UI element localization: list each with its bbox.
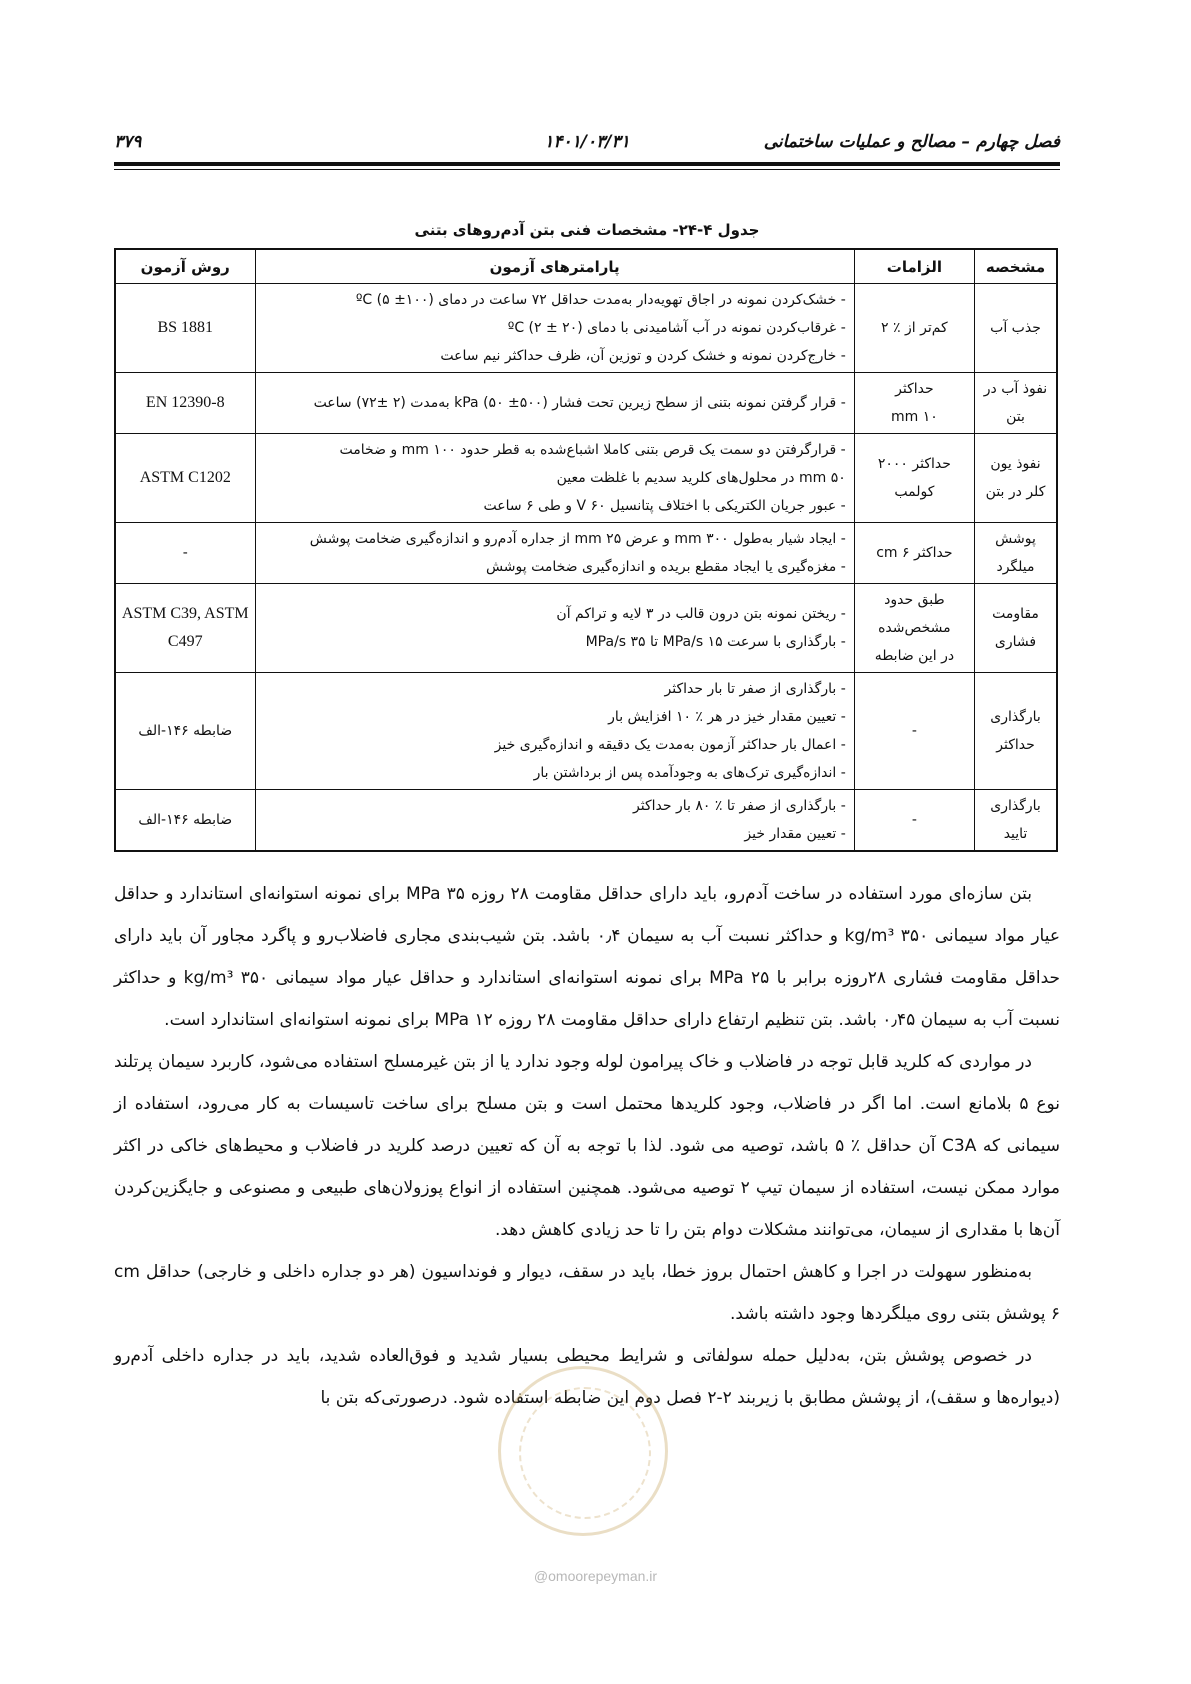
cell-feature-line: تایید — [1003, 826, 1028, 842]
cell-feature — [975, 790, 1057, 852]
cell-method: ضابطه ۱۴۶-الف — [115, 673, 255, 790]
cell-requirement — [854, 584, 974, 673]
cell-feature — [975, 673, 1057, 790]
cell-feature-line: کلر در بتن — [985, 484, 1046, 500]
cell-feature — [975, 373, 1057, 434]
cell-parameters-line: - تعیین مقدار خیز — [744, 826, 846, 842]
cell-requirement-line: - — [911, 812, 917, 828]
table-row — [115, 584, 1057, 673]
cell-feature — [975, 584, 1057, 673]
table-row — [115, 434, 1057, 523]
page-number: ۳۷۹ — [114, 132, 142, 152]
cell-method: ASTM C39, ASTM C497 — [115, 584, 255, 673]
cell-parameters — [255, 373, 854, 434]
cell-method: BS 1881 — [115, 284, 255, 373]
header-parameters: پارامترهای آزمون — [255, 249, 854, 284]
cell-feature-line: جذب آب — [990, 320, 1041, 336]
cell-requirement-line: حداکثر — [895, 381, 934, 397]
cell-parameters-line: - مغزه‌گیری یا ایجاد مقطع بریده و اندازه‌گیری ضخامت پوشش — [485, 559, 846, 575]
cell-requirement — [854, 284, 974, 373]
header-method: روش آزمون — [115, 249, 255, 284]
table-header-row — [115, 249, 1057, 284]
cell-parameters — [255, 790, 854, 852]
cell-feature-line: بارگذاری — [990, 709, 1041, 725]
cell-requirement-line: ۱۰ mm — [890, 409, 938, 425]
paragraph: بتن سازه‌ای مورد استفاده در ساخت آدم‌رو، باید دارای حداقل مقاومت ۲۸ روزه MPa ۳۵ برای نمونه استوانه‌ای استاندارد و حداقل عیار مواد سیمانی kg/m³ ۳۵۰ و حداکثر نسبت آب به سیمان ۰٫۴ باشد. بتن شیب‌بندی مجاری فاضلاب‌رو و پاگرد مجاور آن باید دارای حداقل مقاومت فشاری ۲۸روزه برابر با MPa ۲۵ برای نمونه استوانه‌ای استاندارد و حداقل عیار مواد سیمانی kg/m³ ۳۵۰ و حداکثر نسبت آب به سیمان ۰٫۴۵ باشد. بتن تنظیم ارتفاع دارای حداقل مقاومت ۲۸ روزه MPa ۱۲ برای نمونه استوانه‌ای استاندارد است. — [114, 884, 1060, 1030]
spec-table — [114, 248, 1058, 852]
cell-feature-line: مقاومت — [992, 606, 1039, 622]
cell-parameters-line: - بارگذاری با سرعت MPa/s ۱۵ تا MPa/s ۳۵ — [585, 634, 846, 650]
table-row — [115, 673, 1057, 790]
cell-feature-line: نفوذ یون — [990, 456, 1041, 472]
cell-method: - — [115, 523, 255, 584]
cell-parameters — [255, 434, 854, 523]
header-feature: مشخصه — [975, 249, 1057, 284]
cell-method: EN 12390-8 — [115, 373, 255, 434]
cell-method: ضابطه ۱۴۶-الف — [115, 790, 255, 852]
cell-parameters-line: - بارگذاری از صفر تا بار حداکثر — [664, 681, 846, 697]
cell-parameters-line: - اندازه‌گیری ترک‌های به وجودآمده پس از برداشتن بار — [533, 765, 846, 781]
paragraph: در مواردی که کلرید قابل توجه در فاضلاب و خاک پیرامون لوله وجود ندارد یا از بتن غیرمسلح استفاده می‌شود، کاربرد سیمان پرتلند نوع ۵ بلامانع است. اما اگر در فاضلاب، وجود کلریدها محتمل است و بتن مسلح برای ساخت تاسیسات به کار می‌رود، استفاده از سیمانی که C3A آن حداقل ٪ ۵ باشد، توصیه می شود. لذا با توجه به آن که تعیین درصد کلرید در فاضلاب و محیط‌های خاکی در اکثر موارد ممکن نیست، استفاده از سیمان تیپ ۲ توصیه می‌شود. همچنین استفاده از انواع پوزولان‌های طبیعی و مصنوعی و جایگزین‌کردن آن‌ها با مقداری از سیمان، می‌توانند مشکلات دوام بتن را تا حد زیادی کاهش دهد. — [114, 1052, 1061, 1240]
cell-parameters-line: - اعمال بار حداکثر آزمون به‌مدت یک دقیقه و اندازه‌گیری خیز — [494, 737, 846, 753]
paragraph: در خصوص پوشش بتن، به‌دلیل حمله سولفاتی و شرایط محیطی بسیار شدید و فوق‌العاده شدید، باید در جداره داخلی آدم‌رو (دیواره‌ها و سقف)، از پوشش مطابق با زیربند ۲-۲ فصل دوم این ضابطه استفاده شود. درصورتی‌که بتن با — [114, 1346, 1060, 1408]
cell-feature-line: بارگذاری — [990, 798, 1041, 814]
cell-parameters-line: - قرار گرفتن نمونه بتنی از سطح زیرین تحت فشار kPa (۵۰ ±۵۰۰) به‌مدت (۲ ±۷۲) ساعت — [313, 395, 846, 411]
paragraph: به‌منظور سهولت در اجرا و کاهش احتمال بروز خطا، باید در سقف، دیوار و فونداسیون (هر دو جداره داخلی و خارجی) حداقل cm ۶ پوشش بتنی روی میلگردها وجود داشته باشد. — [114, 1262, 1060, 1324]
page-header — [114, 128, 1060, 162]
cell-parameters-line: - ریختن نمونه بتن درون قالب در ۳ لایه و تراکم آن — [556, 606, 846, 622]
cell-method: ASTM C1202 — [115, 434, 255, 523]
cell-parameters-line: ۵۰ mm در محلول‌های کلرید سدیم با غلظت معین — [556, 470, 846, 486]
cell-requirement-line: - — [911, 723, 917, 739]
cell-parameters-line: - خشک‌کردن نمونه در اجاق تهویه‌دار به‌مدت حداقل ۷۲ ساعت در دمای ºC (۵ ±۱۰۰) — [355, 292, 846, 308]
cell-feature-line: میلگرد — [996, 559, 1035, 575]
table-row — [115, 790, 1057, 852]
cell-feature-line: فشاری — [994, 634, 1037, 650]
cell-parameters-line: - ایجاد شیار به‌طول mm ۳۰۰ و عرض mm ۲۵ از جداره آدم‌رو و اندازه‌گیری ضخامت پوشش — [309, 531, 846, 547]
cell-parameters-line: - تعیین مقدار خیز در هر ٪ ۱۰ افزایش بار — [608, 709, 846, 725]
cell-requirement-line: حداکثر cm ۶ — [876, 545, 953, 561]
cell-feature-line: بتن — [1006, 409, 1025, 425]
cell-requirement — [854, 523, 974, 584]
cell-requirement-line: حداکثر ۲۰۰۰ — [877, 456, 951, 472]
cell-parameters-line: - بارگذاری از صفر تا ٪ ۸۰ بار حداکثر — [633, 798, 846, 814]
chapter-title: فصل چهارم – مصالح و عملیات ساختمانی — [763, 132, 1060, 152]
cell-parameters — [255, 284, 854, 373]
cell-feature-line: نفوذ آب در — [983, 381, 1048, 397]
cell-requirement-line: کم‌تر از ٪ ۲ — [881, 320, 948, 336]
cell-feature-line: پوشش — [995, 531, 1036, 547]
cell-parameters — [255, 673, 854, 790]
cell-requirement — [854, 434, 974, 523]
body-text — [114, 873, 1060, 1419]
cell-requirement-line: طبق حدود — [884, 592, 945, 608]
header-requirement: الزامات — [854, 249, 974, 284]
header-rule-thin — [114, 169, 1060, 170]
cell-parameters-line: - عبور جریان الکتریکی با اختلاف پتانسیل V ۶۰ و طی ۶ ساعت — [483, 498, 846, 514]
cell-requirement-line: در این ضابطه — [874, 648, 955, 664]
cell-parameters — [255, 523, 854, 584]
cell-requirement — [854, 373, 974, 434]
publisher-seal — [498, 1366, 668, 1536]
header-date: ۱۴۰۱/۰۳/۳۱ — [544, 132, 630, 152]
cell-parameters — [255, 584, 854, 673]
cell-requirement — [854, 673, 974, 790]
cell-parameters-line: - خارج‌کردن نمونه و خشک کردن و توزین آن، ظرف حداکثر نیم ساعت — [440, 348, 846, 364]
table-row — [115, 523, 1057, 584]
watermark-text: @omoorepeyman.ir — [533, 1568, 658, 1584]
cell-requirement-line: مشخص‌شده — [878, 620, 951, 636]
cell-feature — [975, 434, 1057, 523]
table-caption: جدول ۴-۲۴- مشخصات فنی بتن آدم‌روهای بتنی — [414, 221, 760, 239]
cell-parameters-line: - غرقاب‌کردن نمونه در آب آشامیدنی با دمای ºC (۲ ± ۲۰) — [507, 320, 846, 336]
cell-requirement — [854, 790, 974, 852]
table-row — [115, 284, 1057, 373]
cell-feature — [975, 284, 1057, 373]
cell-feature — [975, 523, 1057, 584]
header-rule-thick — [114, 162, 1060, 166]
cell-parameters-line: - قرارگرفتن دو سمت یک قرص بتنی کاملا اشباع‌شده به قطر حدود ۱۰۰ mm و ضخامت — [339, 442, 846, 458]
cell-requirement-line: کولمب — [894, 484, 935, 500]
table-row — [115, 373, 1057, 434]
cell-feature-line: حداکثر — [996, 737, 1035, 753]
